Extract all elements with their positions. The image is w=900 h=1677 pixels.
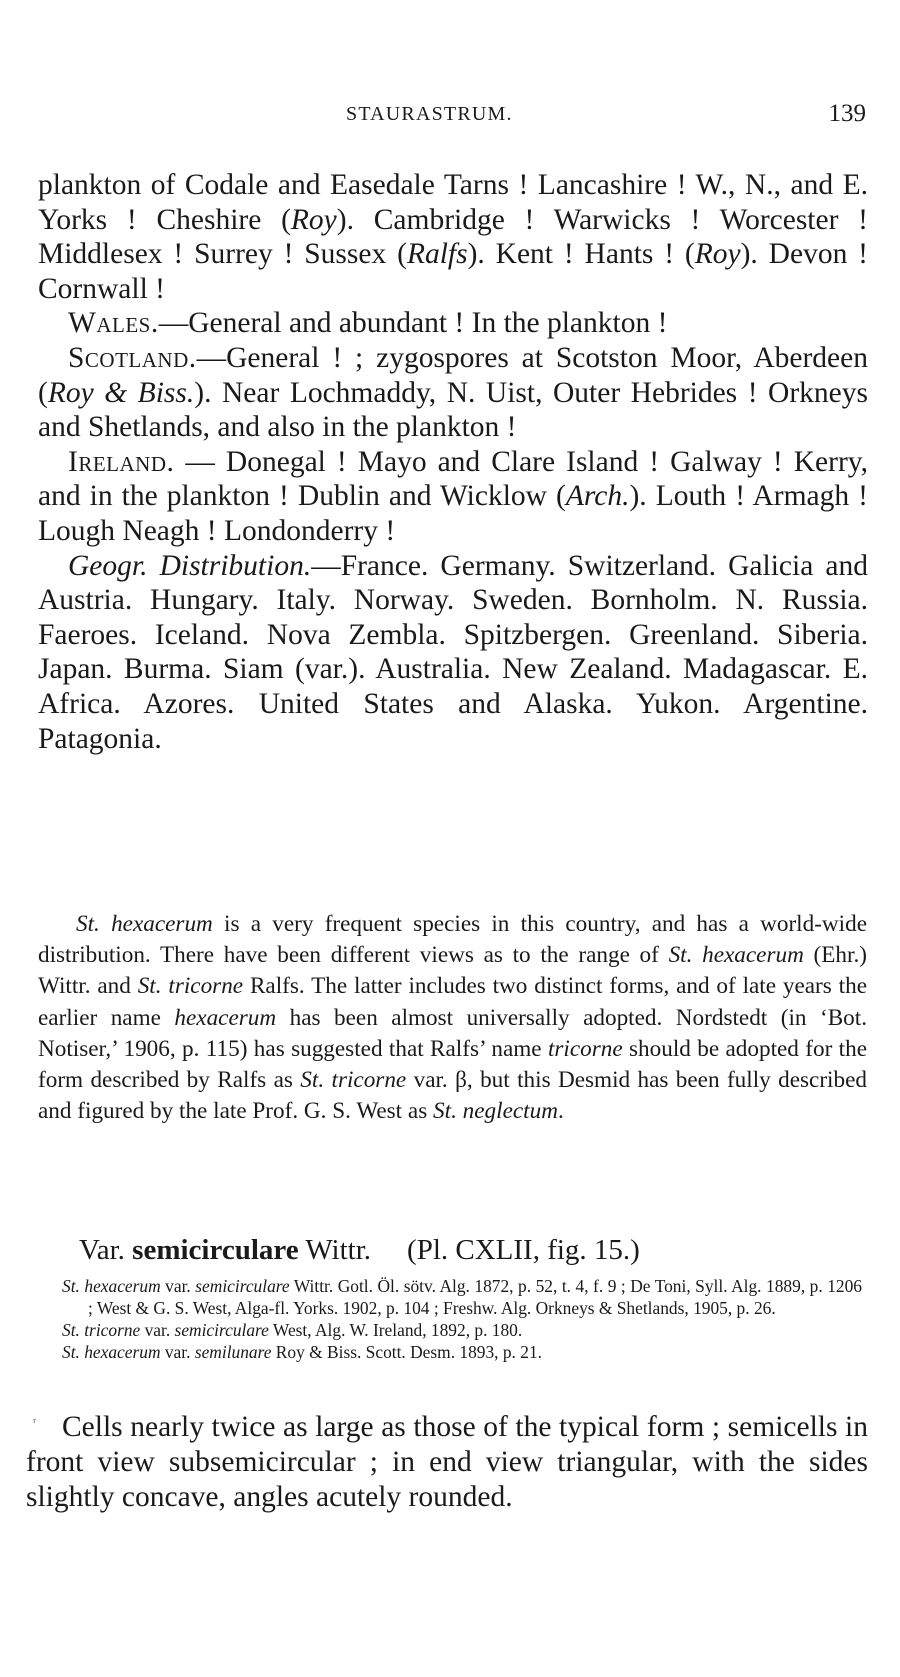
paragraph-geographic-distribution: Geogr. Distribution.—France. Germany. Switzerland. Galicia and Austria. Hungary. Italy. Norway. Sweden. Bornholm. N. Russia. Faeroes. Iceland. Nova Zembla. Spitzbergen. Greenland. Siberia. Japan. Burma. Siam (var.). Australia. New Zealand. Madagascar. E. Africa. Azores. United States and Alaska. Yukon. Argentine. Patagonia.: [38, 549, 868, 755]
region-label-scotland: Scotland.: [68, 341, 197, 374]
commentary: [38, 909, 867, 1127]
plate-reference: (Pl. CXLII, fig. 15.): [407, 1234, 640, 1266]
commentary-paragraph: St. hexacerum is a very frequent species in this country, and has a world-wide distribution. There have been different views as to the range of St. hexacerum (Ehr.) Wittr. and St. tricorne Ralfs. The latter includes two distinct forms, and of late years the earlier name hexacerum has been almost universally adopted. Nordstedt (in ‘Bot. Notiser,’ 1906, p. 115) has suggested that Ralfs’ name tricorne should be adopted for the form described by Ralfs as St. tricorne var. β, but this Desmid has been fully described and figured by the late Prof. G. S. West as St. neglectum.: [38, 911, 868, 1125]
page-number: 139: [828, 100, 866, 127]
distribution-text: [38, 168, 868, 756]
synonymy-list: [62, 1275, 862, 1363]
paragraph-england: plankton of Codale and Easedale Tarns ! Lancashire ! W., N., and E. Yorks ! Cheshire (Roy). Cambridge ! Warwicks ! Worcester ! Middlesex ! Surrey ! Sussex (Ralfs). Kent ! Hants ! (Roy). Devon ! Cornwall !: [38, 169, 869, 305]
variety-heading: Var. semicirculare Wittr. (Pl. CXLII, fig. 15.): [79, 1234, 640, 1266]
paragraph-wales: Wales.—General and abundant ! In the plankton !: [68, 307, 668, 340]
region-label-ireland: Ireland.: [68, 445, 175, 478]
running-head: [0, 100, 900, 133]
variety-description: [26, 1410, 868, 1515]
description-paragraph: Cells nearly twice as large as those of the typical form ; semicells in front view subsemicircular ; in end view triangular, with the sides slightly concave, angles acutely rounded.: [26, 1411, 868, 1513]
print-mark: ʳ: [33, 1416, 37, 1431]
geogr-distribution-label: Geogr. Distribution.: [68, 549, 312, 582]
synonym-entry: St. hexacerum var. semilunare Roy & Biss. Scott. Desm. 1893, p. 21.: [62, 1342, 542, 1362]
synonym-entry: St. hexacerum var. semicirculare Wittr. Gotl. Öl. sötv. Alg. 1872, p. 52, t. 4, f. 9 ; De Toni, Syll. Alg. 1889, p. 1206 ; West & G. S. West, Alga-fl. Yorks. 1902, p. 104 ; Freshw. Alg. Orkneys & Shetlands, 1905, p. 26.: [62, 1276, 862, 1318]
running-title: STAURASTRUM.: [346, 103, 513, 125]
synonym-entry: St. tricorne var. semicirculare West, Alg. W. Ireland, 1892, p. 180.: [62, 1320, 523, 1340]
paragraph-scotland: Scotland.—General ! ; zygospores at Scotston Moor, Aberdeen (Roy & Biss.). Near Lochmaddy, N. Uist, Outer Hebrides ! Orkneys and Shetlands, and also in the plankton !: [38, 341, 868, 444]
region-label-wales: Wales.: [68, 307, 159, 340]
paragraph-ireland: Ireland. — Donegal ! Mayo and Clare Island ! Galway ! Kerry, and in the plankton ! Dublin and Wicklow (Arch.). Louth ! Armagh ! Lough Neagh ! Londonderry !: [38, 445, 869, 547]
variety-name: semicirculare: [132, 1234, 299, 1266]
